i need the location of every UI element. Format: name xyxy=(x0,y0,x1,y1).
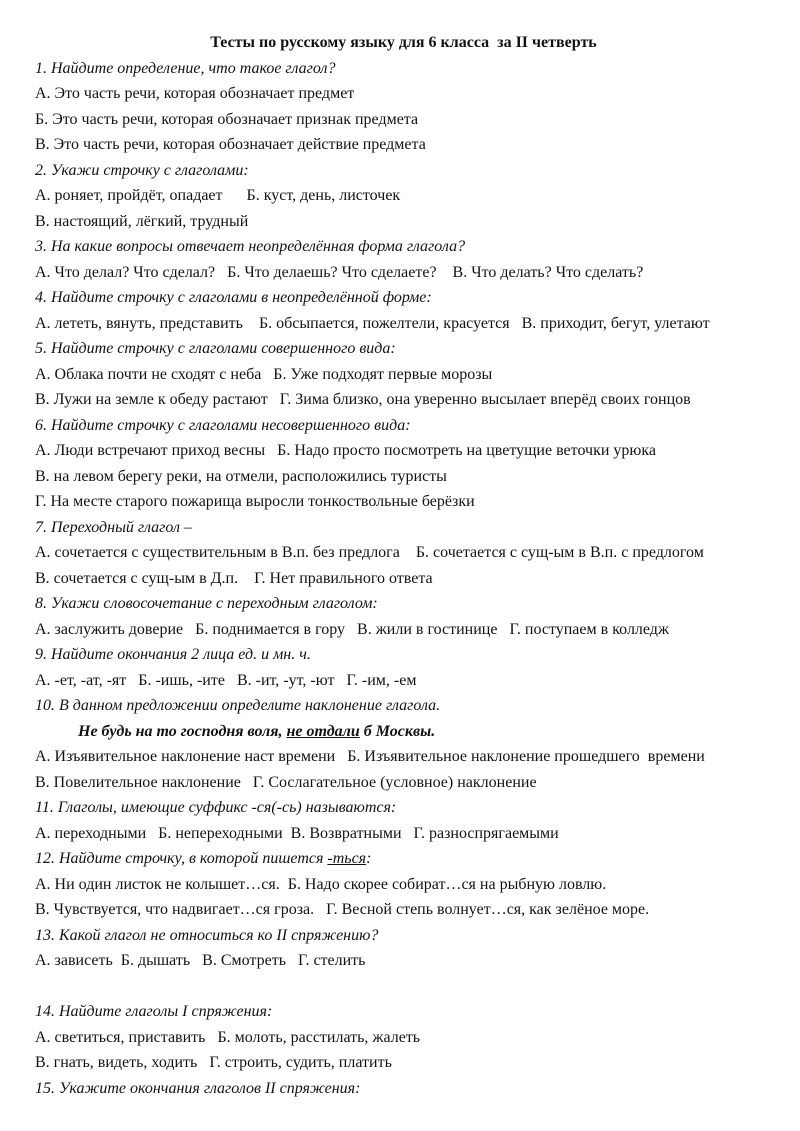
question-line xyxy=(35,158,772,184)
text-segment: А. Облака почти не сходят с неба Б. Уже подходят первые морозы xyxy=(35,365,493,383)
text-segment: А. светиться, приставить Б. молоть, расстилать, жалеть xyxy=(35,1028,421,1046)
underlined-text: -ться xyxy=(327,850,367,867)
text-segment: В. Чувствуется, что надвигает…ся гроза. Г. Весной степь волнует…ся, как зелёное море. xyxy=(35,901,650,918)
text-segment: А. Что делал? Что сделал? Б. Что делаешь? Что сделаете? В. Что делать? Что сделать? xyxy=(35,263,644,281)
answer-line xyxy=(35,617,772,643)
answer-line xyxy=(35,387,772,413)
text-segment: 12. Найдите строчку, в которой пишется xyxy=(35,850,328,867)
question-line xyxy=(35,1076,772,1102)
text-segment: Г. На месте старого пожарища выросли тонкоствольные берёзки xyxy=(35,493,475,510)
text-segment: А. Ни один листок не колышет…ся. Б. Надо скорее собират…ся на рыбную ловлю. xyxy=(35,875,607,893)
text-segment: В. настоящий, лёгкий, трудный xyxy=(35,212,249,230)
answer-line xyxy=(35,744,772,770)
answer-line xyxy=(35,107,772,133)
underlined-text: не отдали xyxy=(286,722,360,740)
text-segment: А. -ет, -ат, -ят Б. -ишь, -ите В. -ит, -ут, -ют Г. -им, -ем xyxy=(35,671,417,689)
text-segment: : xyxy=(366,850,372,867)
text-segment: 15. Укажите окончания глаголов II спряжения: xyxy=(35,1079,361,1097)
answer-line xyxy=(35,209,772,235)
document-title: Тесты по русскому языку для 6 класса за II четверть xyxy=(210,34,597,51)
answer-line xyxy=(35,183,772,209)
text-segment: А. переходными Б. непереходными В. Возвратными Г. разноспрягаемыми xyxy=(35,824,559,842)
answer-line xyxy=(35,81,772,107)
text-segment: 2. Укажи строчку с глаголами: xyxy=(35,161,249,179)
text-segment: 14. Найдите глаголы I спряжения: xyxy=(35,1003,273,1020)
question-line xyxy=(35,923,772,949)
text-segment: Б. Это часть речи, которая обозначает признак предмета xyxy=(35,110,419,128)
answer-line xyxy=(35,821,772,847)
text-segment: А. зависеть Б. дышать В. Смотреть Г. стелить xyxy=(35,952,366,969)
question-line xyxy=(35,795,772,821)
answer-line xyxy=(35,489,772,515)
question-line xyxy=(35,999,772,1025)
question-line xyxy=(35,846,772,872)
answer-line xyxy=(35,668,772,694)
answer-line xyxy=(35,566,772,592)
text-segment: 10. В данном предложении определите наклонение глагола. xyxy=(35,697,441,714)
question-line xyxy=(35,285,772,311)
text-segment: В. Повелительное наклонение Г. Сослагательное (условное) наклонение xyxy=(35,773,537,791)
blank-line xyxy=(35,974,772,1000)
text-segment: 13. Какой глагол не относиться ко II спряжению? xyxy=(35,926,379,944)
text-segment: В. сочетается с сущ-ым в Д.п. Г. Нет правильного ответа xyxy=(35,569,433,587)
question-line xyxy=(35,56,772,82)
answer-line xyxy=(35,260,772,286)
text-segment: 6. Найдите строчку с глаголами несовершенного вида: xyxy=(35,416,411,434)
answer-line xyxy=(35,438,772,464)
text-segment: А. роняет, пройдёт, опадает Б. куст, день, листочек xyxy=(35,187,401,204)
text-segment: 9. Найдите окончания 2 лица ед. и мн. ч. xyxy=(35,646,311,663)
question-line xyxy=(35,642,772,668)
answer-line xyxy=(35,770,772,796)
text-segment: А. сочетается с существительным в В.п. без предлога Б. сочетается с сущ-ым в В.п. с предлогом xyxy=(35,544,704,561)
question-line xyxy=(35,693,772,719)
text-segment: 8. Укажи словосочетание с переходным глаголом: xyxy=(35,595,378,612)
test-body xyxy=(35,56,772,1102)
answer-line xyxy=(35,948,772,974)
question-line xyxy=(35,515,772,541)
answer-line xyxy=(35,897,772,923)
question-line xyxy=(35,413,772,439)
question-line xyxy=(35,336,772,362)
text-segment: 11. Глаголы, имеющие суффикс -ся(-сь) называются: xyxy=(35,799,397,816)
answer-line xyxy=(35,540,772,566)
question-line xyxy=(35,591,772,617)
text-segment: 1. Найдите определение, что такое глагол? xyxy=(35,59,336,77)
text-segment: А. Изъявительное наклонение наст времени Б. Изъявительное наклонение прошедшего времени xyxy=(35,748,705,765)
text-segment: В. Это часть речи, которая обозначает действие предмета xyxy=(35,136,426,153)
text-segment: 7. Переходный глагол – xyxy=(35,518,192,536)
sentence-line xyxy=(35,719,772,745)
text-segment: А. Люди встречают приход весны Б. Надо просто посмотреть на цветущие веточки урюка xyxy=(35,442,656,459)
text-segment: В. Лужи на земле к обеду растают Г. Зима близко, она уверенно высылает вперёд своих гонцов xyxy=(35,391,691,408)
text-segment: 3. На какие вопросы отвечает неопределённая форма глагола? xyxy=(35,238,466,255)
text-segment: В. гнать, видеть, ходить Г. строить, судить, платить xyxy=(35,1054,392,1071)
text-segment: б Москвы. xyxy=(359,722,436,740)
answer-line xyxy=(35,1050,772,1076)
text-segment: Не будь на то господня воля, xyxy=(78,722,287,740)
text-segment: 4. Найдите строчку с глаголами в неопределённой форме: xyxy=(35,289,432,306)
answer-line xyxy=(35,311,772,337)
text-segment: 5. Найдите строчку с глаголами совершенного вида: xyxy=(35,340,396,357)
text-segment: А. заслужить доверие Б. поднимается в гору В. жили в гостинице Г. поступаем в колледж xyxy=(35,620,669,638)
answer-line xyxy=(35,1025,772,1051)
answer-line xyxy=(35,132,772,158)
answer-line xyxy=(35,362,772,388)
text-segment: А. Это часть речи, которая обозначает предмет xyxy=(35,85,355,102)
answer-line xyxy=(35,872,772,898)
text-segment: В. на левом берегу реки, на отмели, расположились туристы xyxy=(35,467,447,485)
question-line xyxy=(35,234,772,260)
text-segment: А. лететь, вянуть, представить Б. обсыпается, пожелтели, красуется В. приходит, бегут, улетают xyxy=(35,314,710,332)
answer-line xyxy=(35,464,772,490)
